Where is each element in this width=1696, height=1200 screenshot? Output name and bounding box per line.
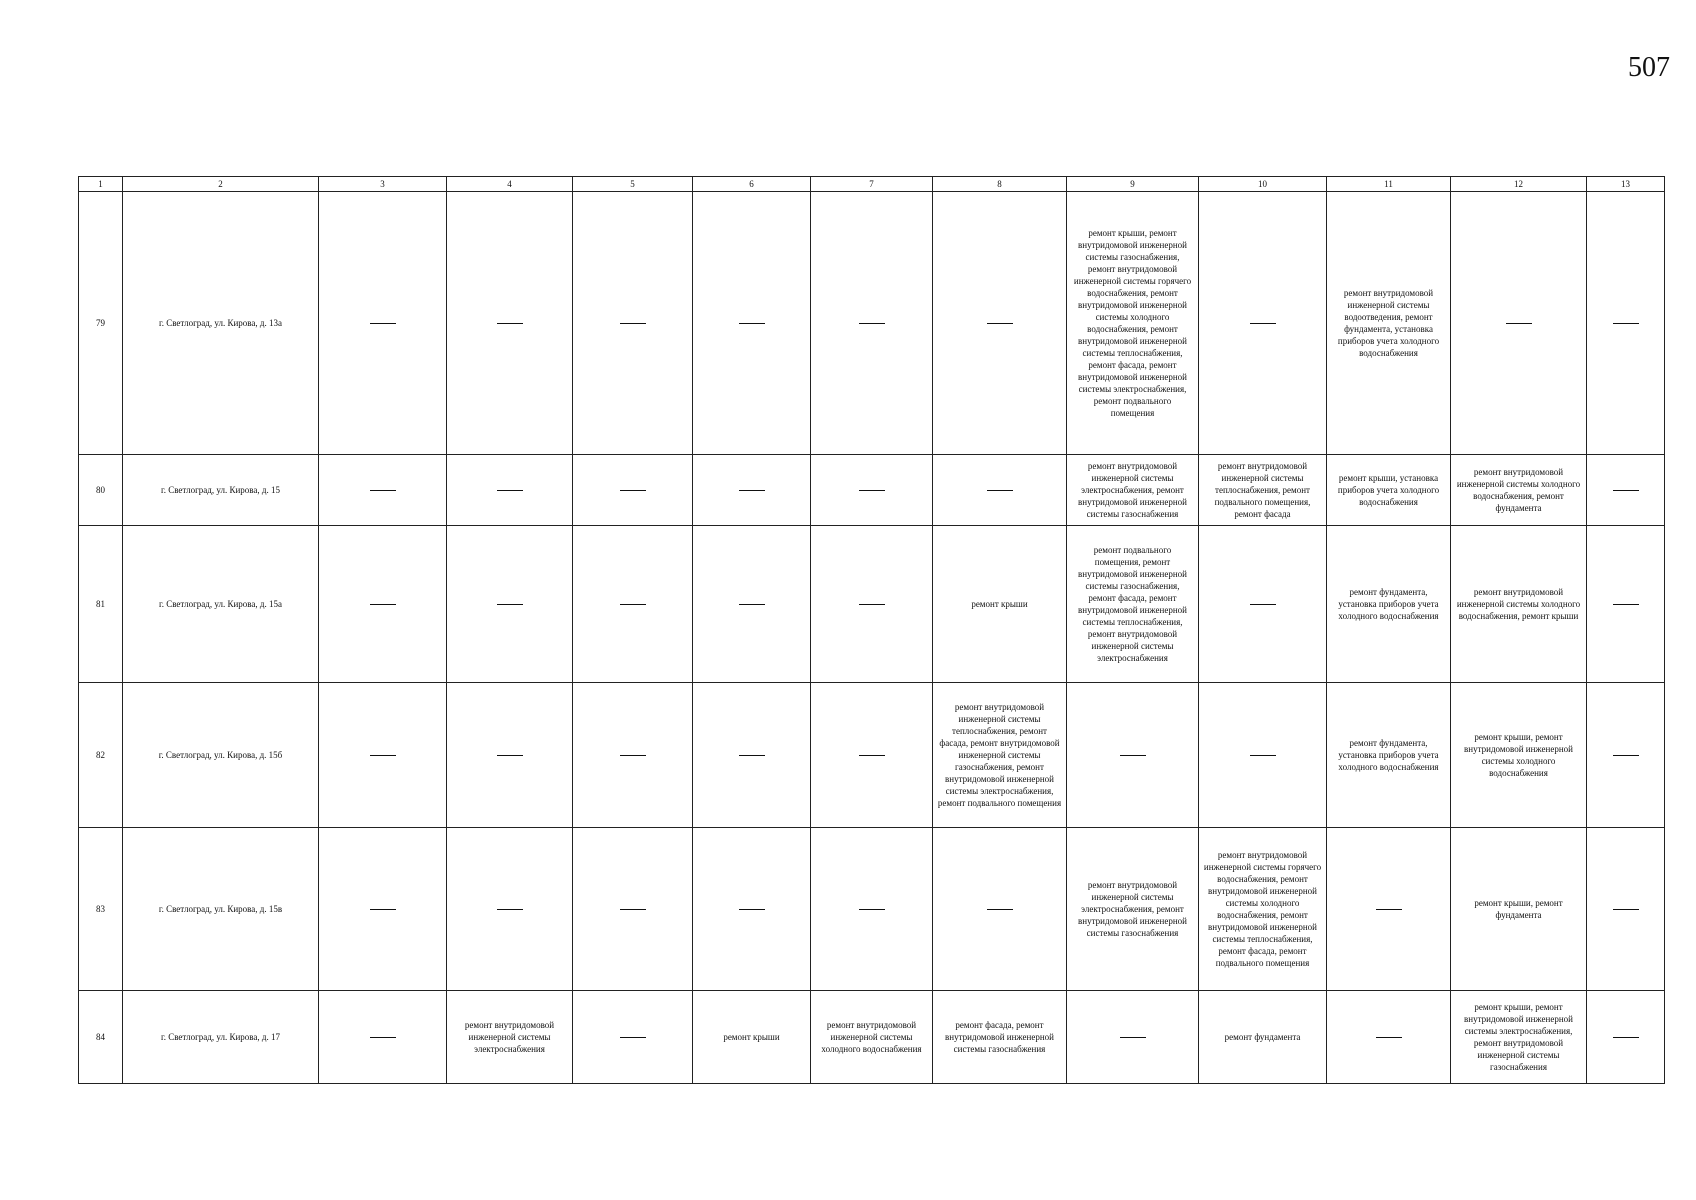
column-header: 13 xyxy=(1587,177,1665,192)
work-cell: ремонт фундамента, установка приборов учета холодного водоснабжения xyxy=(1327,526,1451,683)
work-cell: ремонт внутридомовой инженерной системы электроснабжения, ремонт внутридомовой инженерной системы газоснабжения xyxy=(1067,455,1199,526)
dash-mark xyxy=(1376,1037,1402,1038)
table-row xyxy=(79,991,1665,1084)
row-number: 80 xyxy=(79,455,123,526)
empty-cell xyxy=(1327,828,1451,991)
work-cell: ремонт крыши, ремонт внутридомовой инженерной системы электроснабжения, ремонт внутридомовой инженерной системы газоснабжения xyxy=(1451,991,1587,1084)
table-row xyxy=(79,683,1665,828)
empty-cell xyxy=(693,683,811,828)
empty-cell xyxy=(693,192,811,455)
column-header: 9 xyxy=(1067,177,1199,192)
empty-cell xyxy=(1587,455,1665,526)
dash-mark xyxy=(1613,909,1639,910)
dash-mark xyxy=(497,490,523,491)
empty-cell xyxy=(573,828,693,991)
column-header: 4 xyxy=(447,177,573,192)
work-cell: ремонт фундамента, установка приборов учета холодного водоснабжения xyxy=(1327,683,1451,828)
page-number: 507 xyxy=(1628,52,1670,83)
dash-mark xyxy=(620,1037,646,1038)
empty-cell xyxy=(693,526,811,683)
dash-mark xyxy=(620,604,646,605)
address-cell: г. Светлоград, ул. Кирова, д. 15 xyxy=(123,455,319,526)
work-cell: ремонт фундамента xyxy=(1199,991,1327,1084)
work-cell: ремонт внутридомовой инженерной системы водоотведения, ремонт фундамента, установка приборов учета холодного водоснабжения xyxy=(1327,192,1451,455)
dash-mark xyxy=(1250,604,1276,605)
column-header: 11 xyxy=(1327,177,1451,192)
dash-mark xyxy=(370,490,396,491)
work-cell: ремонт крыши xyxy=(933,526,1067,683)
row-number: 83 xyxy=(79,828,123,991)
empty-cell xyxy=(933,828,1067,991)
table-row xyxy=(79,455,1665,526)
dash-mark xyxy=(370,1037,396,1038)
dash-mark xyxy=(1120,755,1146,756)
dash-mark xyxy=(1613,604,1639,605)
dash-mark xyxy=(620,755,646,756)
empty-cell xyxy=(447,455,573,526)
dash-mark xyxy=(370,755,396,756)
empty-cell xyxy=(1327,991,1451,1084)
column-header: 6 xyxy=(693,177,811,192)
column-header: 1 xyxy=(79,177,123,192)
row-number: 84 xyxy=(79,991,123,1084)
dash-mark xyxy=(1250,755,1276,756)
empty-cell xyxy=(573,683,693,828)
address-cell: г. Светлоград, ул. Кирова, д. 13а xyxy=(123,192,319,455)
column-header: 5 xyxy=(573,177,693,192)
dash-mark xyxy=(497,604,523,605)
address-cell: г. Светлоград, ул. Кирова, д. 17 xyxy=(123,991,319,1084)
empty-cell xyxy=(1451,192,1587,455)
empty-cell xyxy=(811,683,933,828)
dash-mark xyxy=(859,323,885,324)
dash-mark xyxy=(497,323,523,324)
empty-cell xyxy=(1587,192,1665,455)
empty-cell xyxy=(447,526,573,683)
empty-cell xyxy=(1587,683,1665,828)
dash-mark xyxy=(1613,490,1639,491)
row-number: 82 xyxy=(79,683,123,828)
empty-cell xyxy=(1199,192,1327,455)
empty-cell xyxy=(573,991,693,1084)
work-cell: ремонт внутридомовой инженерной системы холодного водоснабжения xyxy=(811,991,933,1084)
empty-cell xyxy=(933,455,1067,526)
empty-cell xyxy=(1587,828,1665,991)
work-cell: ремонт фасада, ремонт внутридомовой инженерной системы газоснабжения xyxy=(933,991,1067,1084)
empty-cell xyxy=(447,683,573,828)
work-cell: ремонт внутридомовой инженерной системы электроснабжения xyxy=(447,991,573,1084)
dash-mark xyxy=(987,323,1013,324)
table-row xyxy=(79,192,1665,455)
empty-cell xyxy=(933,192,1067,455)
empty-cell xyxy=(319,683,447,828)
dash-mark xyxy=(497,909,523,910)
dash-mark xyxy=(987,909,1013,910)
dash-mark xyxy=(1613,1037,1639,1038)
dash-mark xyxy=(739,604,765,605)
dash-mark xyxy=(859,490,885,491)
empty-cell xyxy=(811,455,933,526)
empty-cell xyxy=(319,991,447,1084)
work-cell: ремонт крыши, ремонт фундамента xyxy=(1451,828,1587,991)
empty-cell xyxy=(447,828,573,991)
work-cell: ремонт внутридомовой инженерной системы теплоснабжения, ремонт подвального помещения, ремонт фасада xyxy=(1199,455,1327,526)
dash-mark xyxy=(1120,1037,1146,1038)
dash-mark xyxy=(1613,755,1639,756)
work-cell: ремонт крыши, ремонт внутридомовой инженерной системы холодного водоснабжения xyxy=(1451,683,1587,828)
empty-cell xyxy=(1067,683,1199,828)
column-number-row xyxy=(79,177,1665,192)
row-number: 81 xyxy=(79,526,123,683)
dash-mark xyxy=(620,323,646,324)
dash-mark xyxy=(739,755,765,756)
address-cell: г. Светлоград, ул. Кирова, д. 15в xyxy=(123,828,319,991)
empty-cell xyxy=(573,526,693,683)
row-number: 79 xyxy=(79,192,123,455)
empty-cell xyxy=(693,828,811,991)
empty-cell xyxy=(573,455,693,526)
empty-cell xyxy=(319,828,447,991)
empty-cell xyxy=(811,526,933,683)
dash-mark xyxy=(987,490,1013,491)
column-header: 10 xyxy=(1199,177,1327,192)
empty-cell xyxy=(693,455,811,526)
empty-cell xyxy=(319,455,447,526)
work-cell: ремонт крыши, установка приборов учета холодного водоснабжения xyxy=(1327,455,1451,526)
column-header: 2 xyxy=(123,177,319,192)
dash-mark xyxy=(859,604,885,605)
column-header: 7 xyxy=(811,177,933,192)
table-row xyxy=(79,828,1665,991)
dash-mark xyxy=(739,909,765,910)
column-header: 12 xyxy=(1451,177,1587,192)
empty-cell xyxy=(319,192,447,455)
dash-mark xyxy=(1376,909,1402,910)
work-cell: ремонт внутридомовой инженерной системы холодного водоснабжения, ремонт фундамента xyxy=(1451,455,1587,526)
work-cell: ремонт крыши, ремонт внутридомовой инженерной системы газоснабжения, ремонт внутридомовой инженерной системы горячего водоснабжения, ремонт внутридомовой инженерной системы холодного водоснабжения, ремонт внутридомовой инженерной системы теплоснабжения, ремонт фасада, ремонт внутридомовой инженерной системы электроснабжения, ремонт подвального помещения xyxy=(1067,192,1199,455)
table-row xyxy=(79,526,1665,683)
dash-mark xyxy=(859,755,885,756)
work-cell: ремонт крыши xyxy=(693,991,811,1084)
dash-mark xyxy=(370,604,396,605)
dash-mark xyxy=(1250,323,1276,324)
dash-mark xyxy=(620,490,646,491)
empty-cell xyxy=(811,828,933,991)
repair-plan-table xyxy=(78,176,1665,1084)
work-cell: ремонт внутридомовой инженерной системы горячего водоснабжения, ремонт внутридомовой инженерной системы холодного водоснабжения, ремонт внутридомовой инженерной системы теплоснабжения, ремонт фасада, ремонт подвального помещения xyxy=(1199,828,1327,991)
work-cell: ремонт внутридомовой инженерной системы холодного водоснабжения, ремонт крыши xyxy=(1451,526,1587,683)
empty-cell xyxy=(447,192,573,455)
work-cell: ремонт подвального помещения, ремонт внутридомовой инженерной системы газоснабжения, ремонт фасада, ремонт внутридомовой инженерной системы теплоснабжения, ремонт внутридомовой инженерной системы электроснабжения xyxy=(1067,526,1199,683)
empty-cell xyxy=(1067,991,1199,1084)
dash-mark xyxy=(739,490,765,491)
work-cell: ремонт внутридомовой инженерной системы электроснабжения, ремонт внутридомовой инженерной системы газоснабжения xyxy=(1067,828,1199,991)
dash-mark xyxy=(370,909,396,910)
empty-cell xyxy=(1587,991,1665,1084)
dash-mark xyxy=(370,323,396,324)
empty-cell xyxy=(1199,683,1327,828)
empty-cell xyxy=(573,192,693,455)
work-cell: ремонт внутридомовой инженерной системы теплоснабжения, ремонт фасада, ремонт внутридомовой инженерной системы газоснабжения, ремонт внутридомовой инженерной системы электроснабжения, ремонт подвального помещения xyxy=(933,683,1067,828)
dash-mark xyxy=(497,755,523,756)
dash-mark xyxy=(1613,323,1639,324)
column-header: 8 xyxy=(933,177,1067,192)
dash-mark xyxy=(620,909,646,910)
empty-cell xyxy=(1199,526,1327,683)
column-header: 3 xyxy=(319,177,447,192)
dash-mark xyxy=(1506,323,1532,324)
dash-mark xyxy=(739,323,765,324)
dash-mark xyxy=(859,909,885,910)
empty-cell xyxy=(1587,526,1665,683)
address-cell: г. Светлоград, ул. Кирова, д. 15а xyxy=(123,526,319,683)
address-cell: г. Светлоград, ул. Кирова, д. 15б xyxy=(123,683,319,828)
empty-cell xyxy=(319,526,447,683)
empty-cell xyxy=(811,192,933,455)
